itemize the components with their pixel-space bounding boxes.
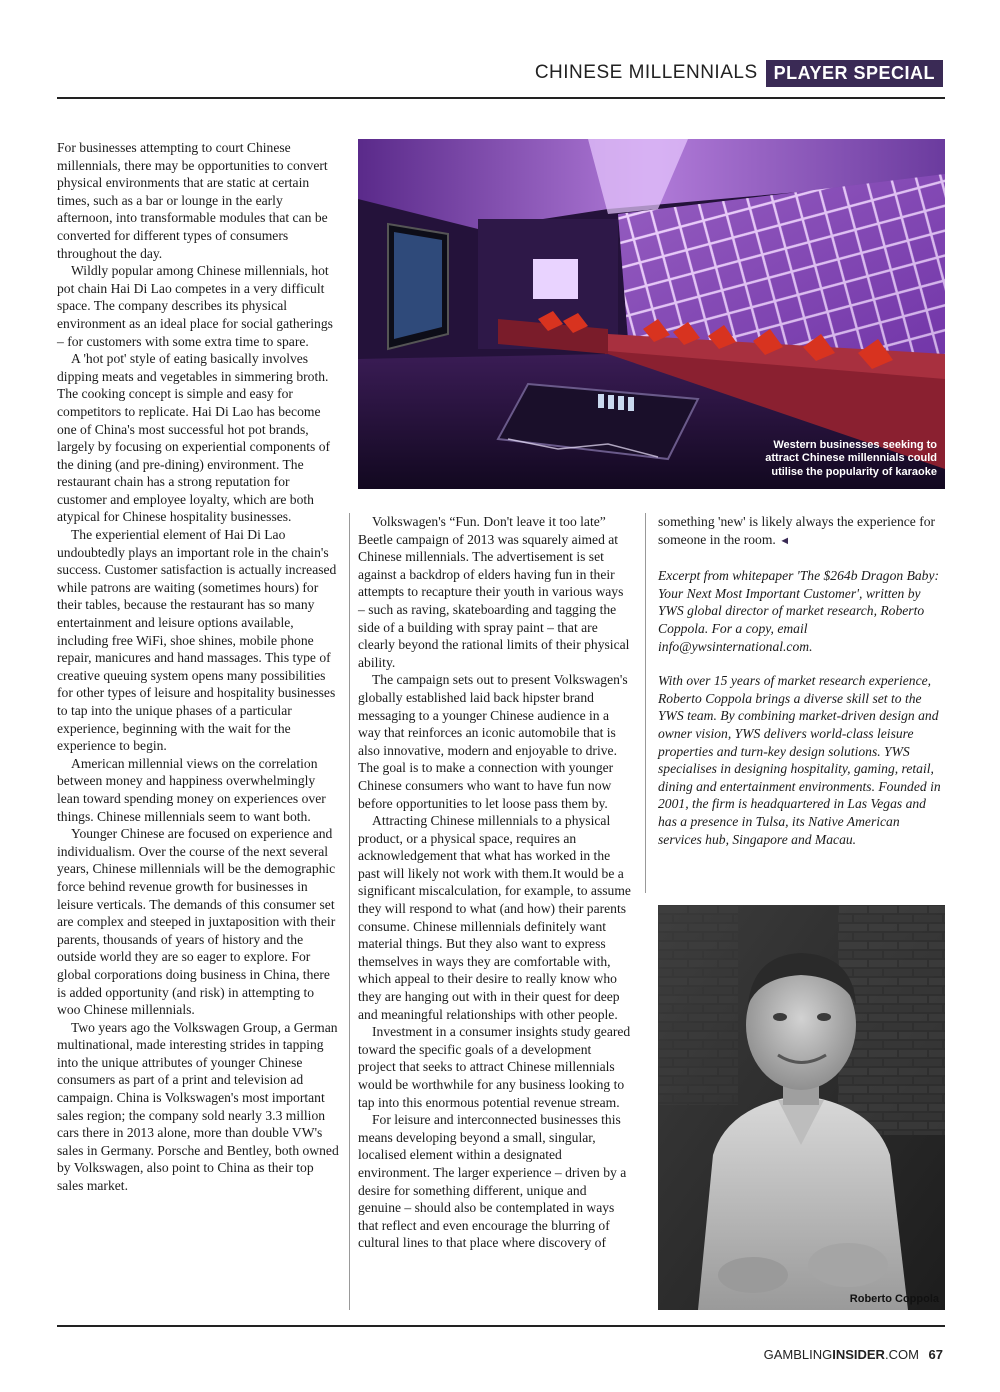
portrait-image [658, 905, 945, 1310]
paragraph: A 'hot pot' style of eating basically involves dipping meats and vegetables in simmering broth. The cooking concept is simple and easy for competitors to replicate. Hai Di Lao has become one of China's most successful hot pot brands, largely by focusing on experiential components of the dining (and pre-dining) environment. The restaurant chain has a strong reputation for customer and employee loyalty, which are both atypical for Chinese hospitality businesses. [57, 351, 331, 525]
brand-bold: INSIDER [832, 1347, 885, 1362]
paragraph: Volkswagen's “Fun. Don't leave it too late” Beetle campaign of 2013 was squarely aimed at Chinese millennials. The advertisement is set against a backdrop of elders having fun in their attempts to recapture their youth in various ways – such as raving, skateboarding and tagging the side of a building with spray paint – that are clearly beyond the rational limits of their physical ability. [358, 514, 630, 670]
section-tag: PLAYER SPECIAL [766, 60, 943, 87]
paragraph [658, 513, 945, 550]
paragraph: American millennial views on the correlation between money and happiness overwhelmingly lean toward spending money on experiences over things. Chinese millennials seem to want both. [57, 755, 326, 824]
article-column-3 [658, 513, 945, 848]
paragraph: Attracting Chinese millennials to a physical product, or a physical space, requires an acknowledgement that what has worked in the past will likely not work with them.It would be a significant miscalculation, for example, to assume they will respond to what (and how) their parents consume. Chinese millennials definitely want material things. But they also want to express themselves in ways they are comfortable with, which appeal to their desire to really know who they are hanging out with in their quest for deep and meaningful relationships with other people. [358, 813, 631, 1022]
paragraph: The experiential element of Hai Di Lao undoubtedly plays an important role in the chain's success. Customer satisfaction is actually increased while patrons are waiting (sometimes hours) for their tables, because the restaurant has so many entertainment and leisure options available, including free WiFi, shoe shines, mobile phone repair, manicures and hand massages. This type of creative queuing system opens many possibilities for other types of leisure and hospitality businesses to tap into the unique phases of a particular experience, beginning with the wait for the experience to begin. [57, 527, 337, 754]
brand-suffix: .COM [884, 1347, 919, 1362]
paragraph: For leisure and interconnected businesses this means developing beyond a small, singular, localised element within a designated environment. The larger experience – driven by a desire for something different, unique and genuine – should also be contemplated in ways that reflect and even encourage the blurring of cultural lines to that place where discovery of [358, 1112, 627, 1251]
author-bio: With over 15 years of market research experience, Roberto Coppola brings a diverse skill set to the YWS team. By combining market-driven design and owner vision, YWS delivers world-class leisure properties and turn-key design solutions. YWS specialises in designing hospitality, gaming, retail, dining and entertainment environments. Founded in 2001, the firm is headquartered in Las Vegas and has a presence in Tulsa, its Native American services hub, Singapore and Macau. [658, 673, 941, 847]
section-title: CHINESE MILLENNIALS [534, 62, 758, 83]
karaoke-image [358, 139, 945, 489]
paragraph: Wildly popular among Chinese millennials, hot pot chain Hai Di Lao competes in a very difficult space. The company describes its physical environment as an ideal place for social gatherings – for customers with some extra time to spare. [57, 263, 333, 349]
karaoke-photo-caption: Western businesses seeking to attract Chinese millennials could utilise the popularity of karaoke [765, 438, 937, 478]
paragraph: Investment in a consumer insights study geared toward the specific goals of a development project that seeks to attract Chinese millennials would be worthwhile for any business looking to tap into this enormous potential revenue stream. [358, 1024, 631, 1110]
column-divider [645, 513, 646, 893]
paragraph: Two years ago the Volkswagen Group, a German multinational, made interesting strides in tapping into the unique attributes of younger Chinese consumers as part of a print and television ad campaign. China is Volkswagen's most important sales region; the company sold nearly 3.3 million cars there in 2013 alone, more than double VW's sales in Germany. Porsche and Bentley, both owned by Volkswagen, also point to China as their top sales market. [57, 1019, 339, 1194]
article-column-1 [57, 139, 339, 1195]
article-column-2 [358, 513, 631, 1252]
portrait-caption: Roberto Coppola [849, 1292, 939, 1305]
brand-prefix: GAMBLING [763, 1347, 833, 1362]
karaoke-room-photo [358, 139, 945, 489]
paragraph: Younger Chinese are focused on experience and individualism. Over the course of the next several years, Chinese millennials will be the demographic force behind revenue growth for businesses in leisure verticals. The demands of this consumer set are complex and steeped in juxtaposition with their parents, thousands of years of history and the outside world they are so eager to explore. For global corporations doing business in China, there is added opportunity (and risk) in attempting to woo Chinese millennials. [57, 826, 336, 1018]
top-rule [57, 97, 945, 99]
bottom-rule [57, 1325, 945, 1327]
page-header [535, 58, 943, 88]
page-number: 67 [928, 1347, 943, 1362]
paragraph: The campaign sets out to present Volkswagen's globally established laid back hipster brand messaging to a younger Chinese audience in a way that reinforces an iconic automobile that is also innovative, modern and enjoyable to drive. The goal is to make a connection with younger Chinese consumers who want to have fun now before opportunities to let loose pass them by. [358, 672, 628, 811]
excerpt-note: Excerpt from whitepaper 'The $264b Dragon Baby: Your Next Most Important Customer', written by YWS global director of market research, Roberto Coppola. For a copy, email info@ywsinternational.com. [658, 568, 940, 654]
end-of-article-icon: ◄ [779, 534, 791, 547]
paragraph: For businesses attempting to court Chinese millennials, there may be opportunities to convert physical environments that are static at certain times, such as a bar or lounge in the early afternoon, into transformable modules that can be converted for different types of consumers throughout the day. [57, 140, 328, 261]
column-divider [349, 513, 350, 1310]
author-portrait-photo [658, 905, 945, 1310]
paragraph-continuation: something 'new' is likely always the experience for someone in the room. [658, 514, 936, 547]
page-footer [764, 1347, 943, 1362]
